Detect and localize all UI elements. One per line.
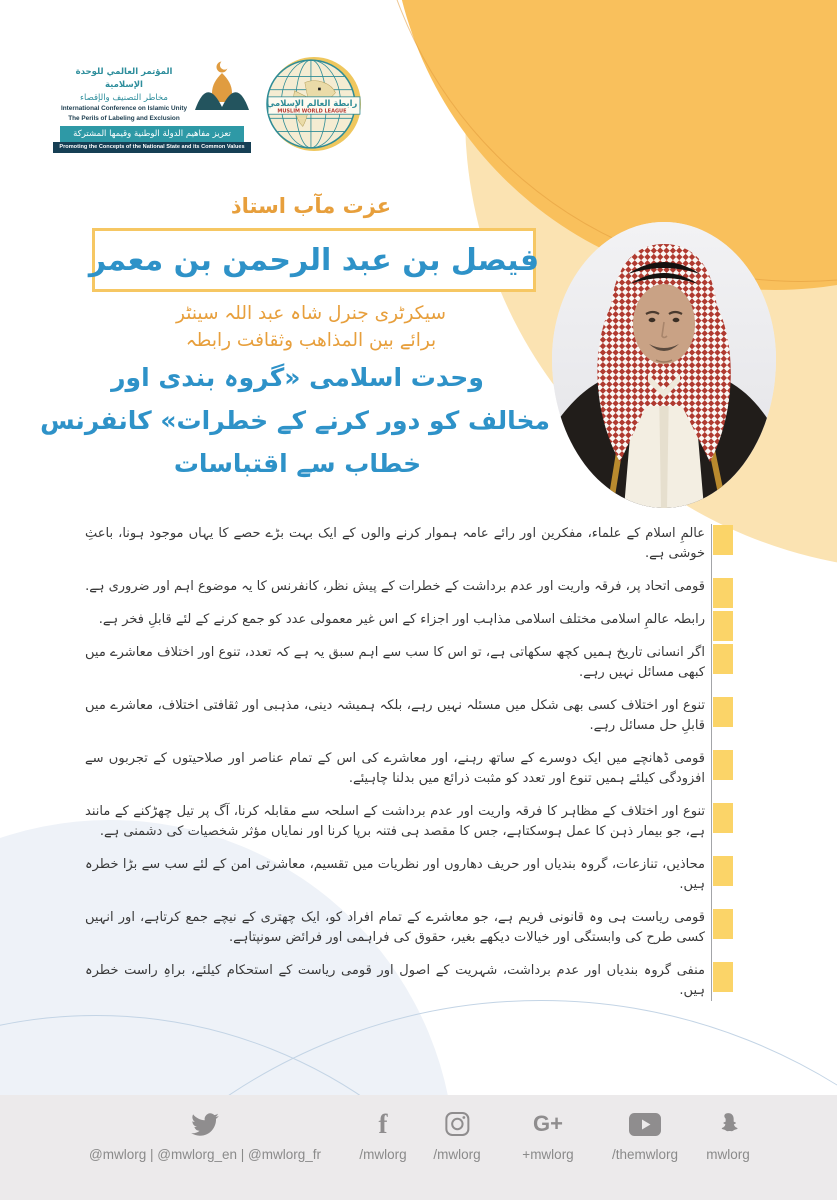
social-instagram[interactable] [433,1109,480,1162]
quote-paragraph [85,908,733,948]
person-role [92,300,530,354]
conference-banner-arabic: تعزيز مفاهيم الدولة الوطنية وقيمها المشتركة [60,126,244,142]
quote-text: قومی اتحاد پر، فرقہ واریت اور عدم برداشت کے خطرات کے پیش نظر، کانفرنس کا یہ موضوع اہم اور ضروری ہے. [85,579,705,594]
quote-text: تنوع اور اختلاف کے مظاہر کا فرقہ واریت اور عدم برداشت کے اسلحہ سے مقابلہ کرنا، آگ پر تیل چھڑکنے کے مانند ہے، جو بیمار ذہن کا عمل ہوسکتاہے، جس کا مقصد ہی فتنہ برپا کرنا اور نمایاں مؤثر شخصیات کی دشمنی ہے. [85,804,705,839]
quote-paragraph [85,643,733,683]
quote-paragraph [85,802,733,842]
quote-marker [713,611,733,641]
quote-marker [713,909,733,939]
quote-text: عالمِ اسلام کے علماء، مفکرین اور رائے عامہ ہموار کرنے والوں کے ایک بہت بڑے حصے کا یہاں موجود ہونا، باعثِ خوشی ہے. [85,526,705,561]
portrait-illustration [552,222,776,508]
quote-paragraph [85,524,733,564]
social-twitter[interactable] [89,1109,321,1162]
youtube-icon [612,1109,678,1139]
social-facebook[interactable] [359,1109,406,1162]
quote-text: تنوع اور اختلاف کسی بھی شکل میں مسئلہ نہیں رہے، بلکہ ہمیشہ دینی، مذہبی اور ثقافتی اختلاف، معاشرے میں قابلِ حل مسائل رہے. [85,698,705,733]
social-snapchat[interactable] [706,1109,750,1162]
social-google-plus[interactable] [522,1109,573,1162]
speech-title-line-1: وحدت اسلامی «گروہ بندی اور [111,363,484,392]
quote-text: منفی گروہ بندیاں اور عدم برداشت، شہریت کے اصول اور قومی ریاست کے استحکام کیلئے، براہِ راست خطرہ ہیں. [85,963,705,998]
quote-text: قومی ڈھانچے میں ایک دوسرے کے ساتھ رہنے، اور معاشرے کی اس کے تمام عناصر اور صلاحیتوں کے تجربوں سے افزودگی کیلئے ہمیں تنوع اور تعدد کو مثبت ذرائع میں بدلنا چاہیئے. [85,751,705,786]
quote-marker [713,525,733,555]
role-line-1: سیکرٹری جنرل شاہ عبد اللہ سینٹر [176,303,446,324]
quote-paragraph [85,696,733,736]
quote-text: محاذیں، تنازعات، گروہ بندیاں اور حریف دھاروں اور نظریات میں تقسیم، معاشرتی امن کے لئے سب سے بڑا خطرہ ہیں. [85,857,705,892]
twitter-handles[interactable]: @mwlorg | @mwlorg_en | @mwlorg_fr [89,1147,321,1162]
quote-paragraph [85,855,733,895]
quote-paragraph [85,610,733,630]
quotes-list [85,524,733,1001]
conference-banner-english: Promoting the Concepts of the National State and its Common Values [53,142,251,153]
quote-text: اگر انسانی تاریخ ہمیں کچھ سکھاتی ہے، تو اس کا سب سے اہم سبق یہ ہے کہ تعدد، تنوع اور اختلاف معاشرے میں کبھی مسائل نہیں رہے. [85,645,705,680]
social-youtube[interactable] [612,1109,678,1162]
quote-marker [713,803,733,833]
instagram-handle[interactable]: /mwlorg [433,1147,481,1162]
quote-marker [713,578,733,608]
quote-paragraph [85,577,733,597]
conference-logo-english-subtitle: The Perils of Labeling and Exclusion [68,114,180,122]
speech-title-line-3: خطاب سے اقتباسات [173,449,422,478]
quote-marker [713,856,733,886]
footer-social-bar [0,1095,837,1200]
youtube-handle[interactable]: /themwlorg [611,1147,679,1162]
facebook-handle[interactable]: /mwlorg [359,1147,407,1162]
role-line-2: برائے بین المذاهب وثقافت رابطہ [185,330,437,351]
google-plus-icon: G+ [533,1111,563,1136]
speech-title-line-2: مخالف کو دور کرنے کے خطرات» کانفرنس [40,406,550,435]
portrait-photo [552,222,776,508]
quote-marker [713,644,733,674]
snapchat-handle[interactable]: mwlorg [706,1147,750,1162]
snapchat-icon [706,1109,750,1139]
quote-text: قومی ریاست ہی وہ قانونی فریم ہے، جو معاشرے کے تمام افراد کو، ایک چھتری کے نیچے جمع کرتاہے، اور انہیں کسی طرح کی وابستگی اور خیالات دیکھے بغیر، حقوق کی فراہمی اور فرائض سونپتاہے. [85,910,705,945]
person-name: فيصل بن عبد الرحمن بن معمر [88,242,540,278]
google-plus-handle[interactable]: +mwlorg [522,1147,574,1162]
muslim-world-league-logo [266,56,362,152]
name-box [88,228,540,292]
conference-logo-arabic-title: المؤتمر العالمي للوحدة الإسلامية [75,67,173,90]
conference-logo-arabic-subtitle: مخاطر التصنيف والإقصاء [80,92,168,103]
quote-paragraph [85,961,733,1001]
facebook-icon: f [378,1109,388,1139]
mwl-english-name: MUSLIM WORLD LEAGUE [277,108,347,115]
conference-logo [60,58,258,153]
twitter-icon [89,1109,321,1139]
quote-marker [713,962,733,992]
quote-text: رابطہ عالمِ اسلامی مختلف اسلامی مذاہب اور اجزاء کے اس غیر معمولی عدد کو جمع کرنے کے لئے قابلِ فخر ہے. [98,612,705,627]
honorific-text: عزت مآب استاذ [230,194,392,218]
instagram-icon [433,1109,480,1139]
quote-marker [713,750,733,780]
mosque-arches-icon [193,58,253,116]
speech-title [40,356,550,485]
quote-paragraph [85,749,733,789]
conference-logo-english-title: International Conference on Islamic Unity [60,105,188,113]
quote-marker [713,697,733,727]
mwl-arabic-name: رابطة العالم الإسلامي [266,98,358,109]
